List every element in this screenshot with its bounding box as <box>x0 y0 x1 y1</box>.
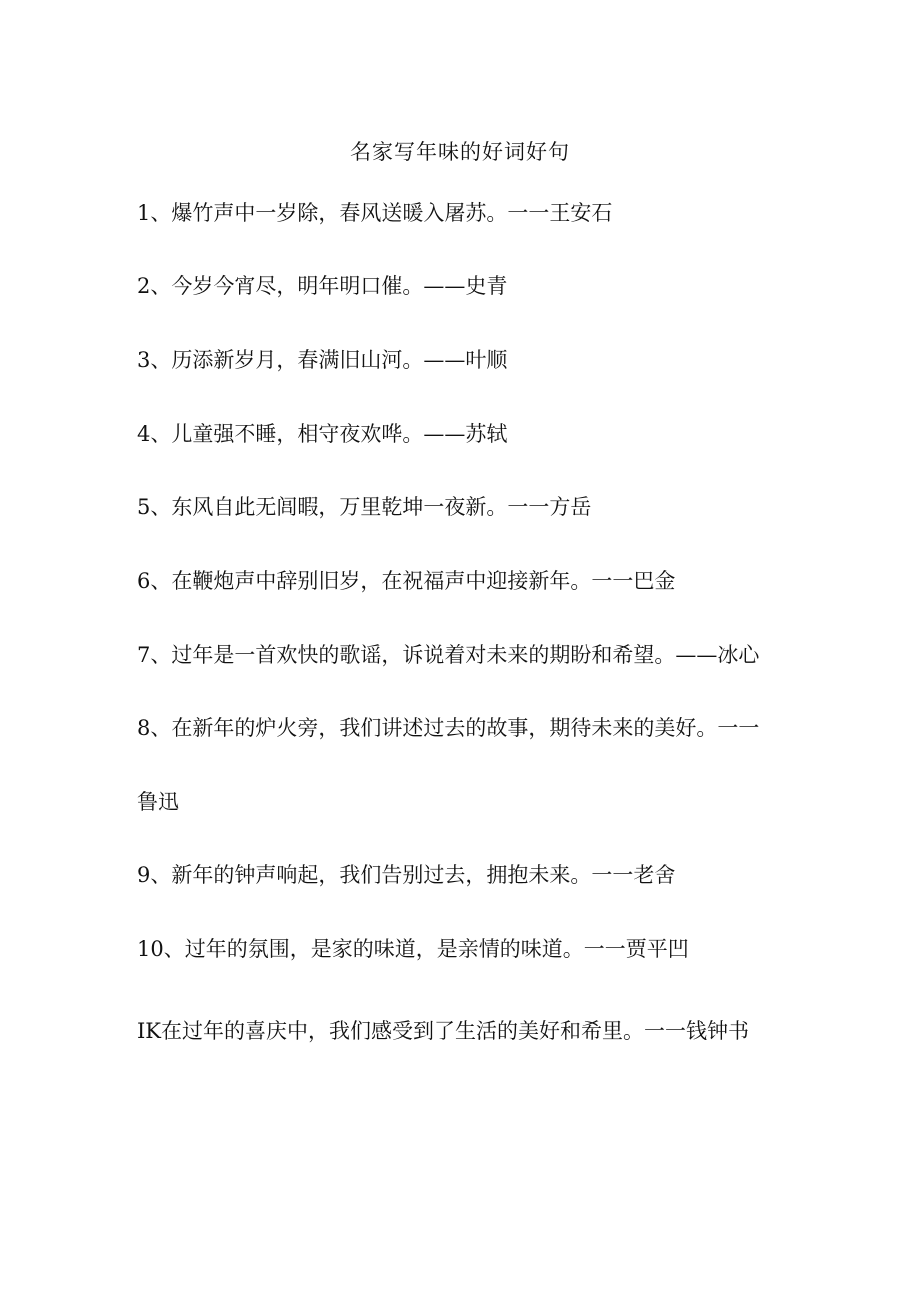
quote-line-6: 6、在鞭炮声中辞别旧岁，在祝福声中迎接新年。一一巴金 <box>137 569 676 593</box>
quote-line-10: 10、过年的氛围，是家的味道，是亲情的味道。一一贾平凹 <box>137 937 689 961</box>
quote-line-5: 5、东风自此无闾暇，万里乾坤一夜新。一一方岳 <box>137 495 592 519</box>
quote-line-2: 2、今岁今宵尽，明年明口催。——史青 <box>137 274 508 298</box>
quote-line-3: 3、历添新岁月，春满旧山河。——叶顺 <box>137 348 508 372</box>
quote-line-1: 1、爆竹声中一岁除，春风送暖入屠苏。一一王安石 <box>137 201 613 225</box>
quote-line-7: 7、过年是一首欢快的歌谣，诉说着对未来的期盼和希望。——冰心 <box>137 643 760 667</box>
document-title: 名家写年味的好词好句 <box>350 140 570 164</box>
quote-line-11: IK在过年的喜庆中，我们感受到了生活的美好和希里。一一钱钟书 <box>137 1019 749 1043</box>
quote-line-8-continuation: 鲁迅 <box>137 790 179 814</box>
quote-line-8: 8、在新年的炉火旁，我们讲述过去的故事，期待未来的美好。一一 <box>137 716 760 740</box>
quote-line-4: 4、儿童强不睡，相守夜欢哗。——苏轼 <box>137 422 508 446</box>
quote-line-9: 9、新年的钟声响起，我们告别过去，拥抱未来。一一老舍 <box>137 863 676 887</box>
